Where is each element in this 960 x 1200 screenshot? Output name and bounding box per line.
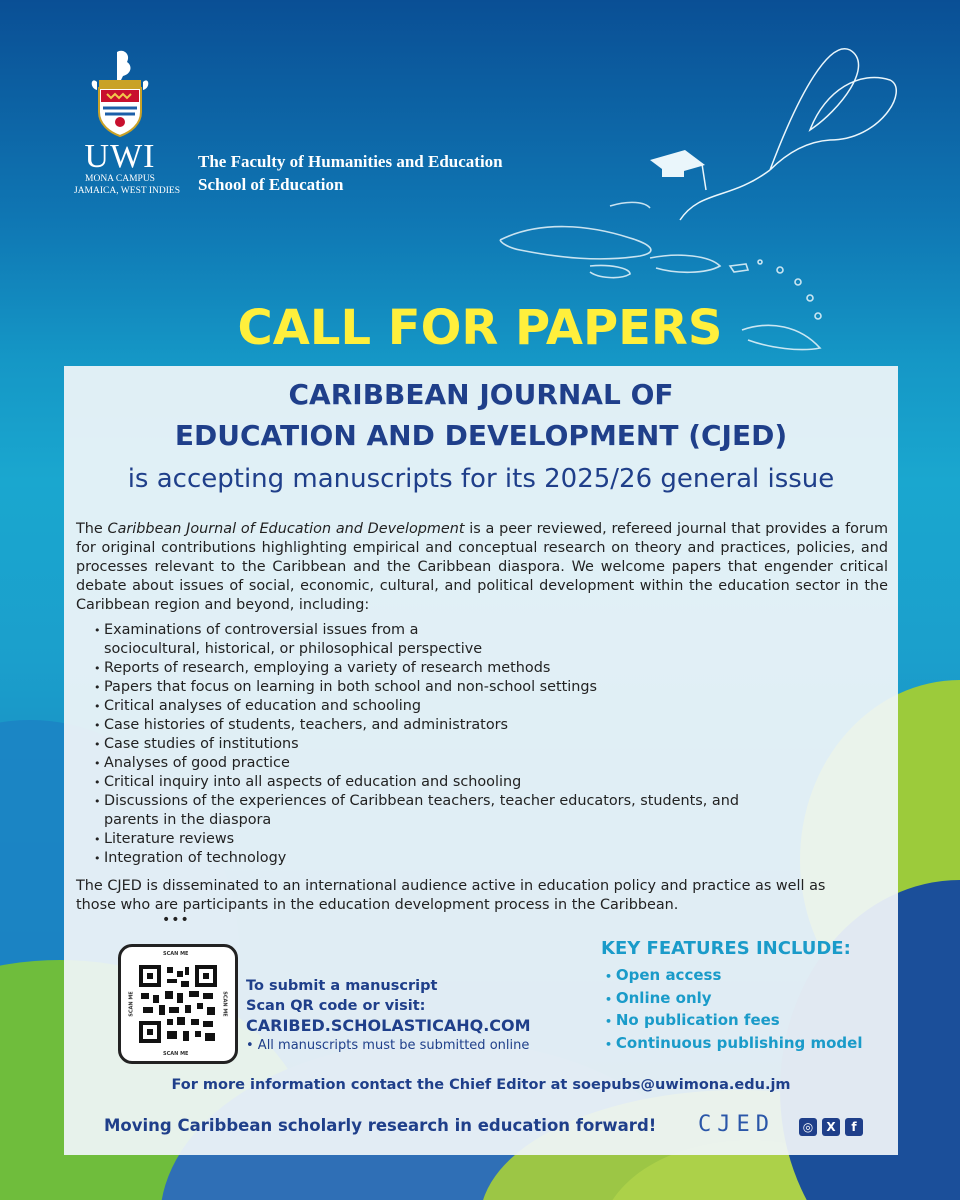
cjed-logo: CJED (698, 1112, 775, 1137)
list-item: • Reports of research, employing a variety of research methods (94, 659, 794, 678)
qr-scan-label: SCAN ME (163, 1051, 189, 1057)
key-features-list (601, 965, 862, 1055)
list-item: • No publication fees (605, 1010, 862, 1033)
faculty-name: The Faculty of Humanities and Education (198, 152, 503, 171)
list-item: • Literature reviews (94, 830, 794, 849)
instagram-icon[interactable]: ◎ (799, 1118, 817, 1136)
list-item: • Open access (605, 965, 862, 988)
qr-scan-label: SCAN ME (128, 991, 135, 1017)
journal-title-line-2: EDUCATION AND DEVELOPMENT (CJED) (174, 419, 788, 452)
journal-title-line-1: CARIBBEAN JOURNAL OF (288, 378, 674, 411)
topics-list (94, 621, 794, 868)
submission-note: • All manuscripts must be submitted online (246, 1038, 530, 1053)
journal-subtitle: is accepting manuscripts for its 2025/26 general issue (127, 464, 835, 494)
list-item: • Integration of technology (94, 849, 794, 868)
list-item: • Discussions of the experiences of Caribbean teachers, teacher educators, students, and parents in the diaspora (94, 792, 794, 830)
key-features (601, 938, 862, 1055)
submission-line-1: To submit a manuscript (246, 978, 438, 994)
faculty-heading (198, 150, 503, 196)
qr-scan-label: SCAN ME (163, 951, 189, 957)
intro-paragraph (76, 520, 888, 615)
school-name: School of Education (198, 175, 344, 194)
list-item: • Case histories of students, teachers, and administrators (94, 716, 794, 735)
campus-label: MONA CAMPUS (85, 174, 155, 184)
contact-line: For more information contact the Chief Editor at soepubs@uwimona.edu.jm (171, 1077, 791, 1093)
list-item: • Critical inquiry into all aspects of education and schooling (94, 773, 794, 792)
journal-name: Caribbean Journal of Education and Development (107, 521, 465, 537)
list-item: • Examinations of controversial issues from a sociocultural, historical, or philosophical perspective (94, 621, 484, 659)
uwi-crest-icon (87, 48, 153, 138)
outro-paragraph: The CJED is disseminated to an international audience active in education policy and practice as well as those who are participants in the education development process in the Caribbean. (76, 878, 826, 913)
list-item: • Continuous publishing model (605, 1033, 862, 1056)
list-item: • Case studies of institutions (94, 735, 794, 754)
facebook-icon[interactable]: f (845, 1118, 863, 1136)
location-label: JAMAICA, WEST INDIES (74, 185, 180, 196)
qr-code[interactable] (118, 944, 238, 1064)
tagline: Moving Caribbean scholarly research in education forward! (104, 1116, 657, 1135)
submission-line-2: Scan QR code or visit: (246, 998, 426, 1014)
x-icon[interactable]: X (822, 1118, 840, 1136)
list-item: • Online only (605, 988, 862, 1011)
key-features-title: KEY FEATURES INCLUDE: (601, 938, 851, 959)
intro-rest: is a peer reviewed, refereed journal that provides a forum for original contributions highlighting empirical and conceptual research on theory and practices, policies, and processes relevant to the Caribbean and the Caribbean diaspora. We welcome papers that engender critical debate about issues of social, economic, cultural, and political development within the education sector in the Caribbean region and beyond, including: (76, 521, 888, 613)
list-item: • Papers that focus on learning in both school and non-school settings (94, 678, 794, 697)
call-for-papers-headline: CALL FOR PAPERS (237, 300, 723, 356)
submission-url-link[interactable]: CARIBED.SCHOLASTICAHQ.COM (246, 1016, 531, 1035)
uwi-logo (74, 48, 180, 198)
submission-info (246, 976, 531, 1056)
list-item: • Analyses of good practice (94, 754, 794, 773)
list-item: • Critical analyses of education and schooling (94, 697, 794, 716)
intro-lead: The (76, 521, 108, 537)
qr-scan-label: SCAN ME (221, 991, 228, 1017)
info-panel (64, 366, 898, 1155)
qr-code-icon (139, 965, 217, 1043)
separator-dots: ••• (162, 912, 190, 928)
uwi-wordmark: UWI (84, 138, 156, 175)
